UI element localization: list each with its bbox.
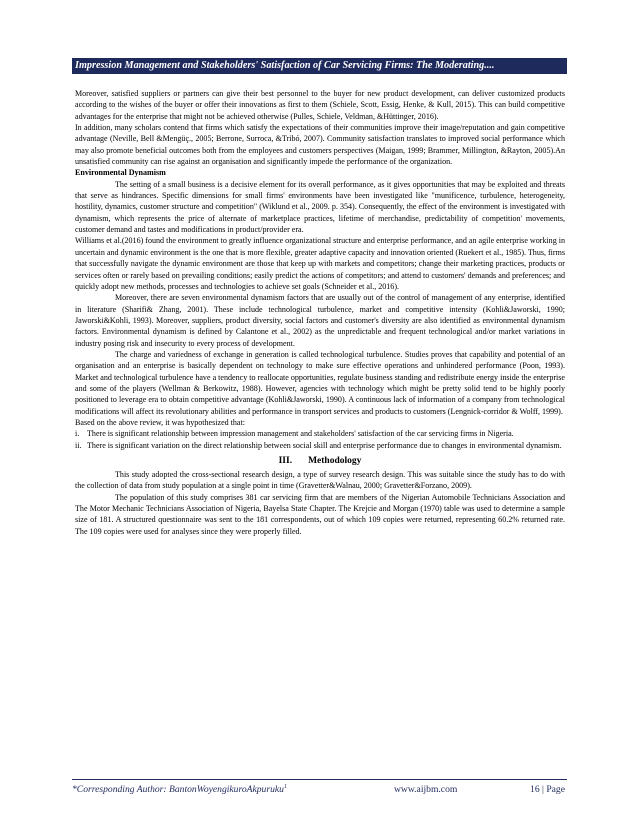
paragraph: The charge and variedness of exchange in generation is called technological turbulence. Studies proves that capability and potential of an organisation and an enterprise is basically dependent on technology to make sure effective operations and unhindered performance (Poon, 1993). Market and technological turbulence have a tendency to reallocate opportunities, regulate business standing and redistribute energy inside the enterprise and some of the players (Wellman & Berkowitz, 1988). However, agencies with technology which might be pretty solid tend to be highly poorly positioned to leverage era to obtain competitive advantage (Kohli&Jaworski, 1990). A continuous lack of information of a company from technological modifications will affect its revolutionary abilities and performance in transport services and products to customers (Lengnick-corridor & Wolff, 1999).: [75, 349, 565, 416]
subheading-environmental-dynamism: Environmental Dynamism: [75, 168, 166, 178]
paragraph: The setting of a small business is a decisive element for its overall performance, as it gives opportunities that may be exploited and threats that serve as hindrances. Specific dimensions for small firms' environments have been investigated like "munificence, turbulence, heterogeneity, hostility, dynamics, customer structure and competition" (Wiklund et al., 2009. p. 354). Consequently, the effect of the environment is investigated with dynamism, which represents the price of alternate of marketplace practices, lifetime of merchandise, predictability of competition' movements, customer demand and tastes and modifications in product/provider era.: [75, 179, 565, 235]
paragraph: Moreover, there are seven environmental dynamism factors that are usually out of the control of management of any enterprise, identified in literature (Sharifi& Zhang, 2001). These include technological turbulence, market and competitive intensity (Kohli&Jaworski, 1990; Jaworski&Kohli, 1993). Moreover, suppliers, product diversity, social factors and customer's diversity are also identified as environmental dynamism factors. Environmental dynamism is defined by Calantone et al., 2002) as the unpredictable and frequent technological and/or market variations in industry posing risk and insecurity to every process of development.: [75, 293, 565, 348]
hypothesis-number: i.: [75, 429, 80, 439]
paragraph: This study adopted the cross-sectional research design, a type of survey research design. This was suitable since the study has to do with the collection of data from study population at a single point in time (Gravetter&Walnau, 2000; Gravetter&Forzano, 2009).: [75, 470, 565, 491]
paragraph: In addition, many scholars contend that firms which satisfy the expectations of their communities improve their image/reputation and gain competitive advantage (Neville, Bell &Mengüç., 2005; Berrone, Surroca, &Tribó, 2007). Community satisfaction translates to improved social performance which may also promote beneficial outcomes both from the employees and customers perspectives (Maigan, 1999; Brammer, Millington, &Rayton, 2005).An unsatisfied community can rise against an organisation and significantly impede the performance of the organization.: [75, 123, 565, 167]
section-title: Methodology: [308, 456, 362, 466]
paragraph: Based on the above review, it was hypothesized that:: [75, 417, 245, 427]
hypothesis-item: [75, 440, 565, 451]
paragraph: Moreover, satisfied suppliers or partners can give their best personnel to the buyer for new product development, can deliver customized products according to the wishes of the buyer or offer their innovations as first to them (Schiele, Scott, Essig, Henke, & Kull, 2015). This can build competitive advantages for the enterprise that might not be achieved otherwise (Pulles, Schiele, Veldman, &Hüttinger, 2016).: [75, 89, 565, 121]
hypothesis-text: There is significant relationship between impression management and stakeholders' satisfaction of the car servicing firms in Nigeria.: [87, 429, 514, 439]
section-number: III.: [278, 456, 293, 466]
hypothesis-item: [75, 428, 565, 439]
hypothesis-number: ii.: [75, 440, 82, 450]
author-superscript: 1: [283, 783, 287, 790]
footer-divider: [72, 779, 567, 780]
corresponding-author: *Corresponding Author: BantonWoyengikuroAkpuruku$^1$: [72, 783, 287, 795]
running-header: [72, 58, 567, 74]
paragraph: The population of this study comprises 381 car servicing firm that are members of the Nigerian Automobile Technicians Association and The Motor Mechanic Technicians Association of Nigeria, Bayelsa State Chapter. The Krejcie and Morgan (1970) table was used to determine a sample size of 181. A structured questionnaire was sent to the 181 correspondents, out of which 109 copies were returned, representing 60.2% returned rate. The 109 copies were used for analyses since they were properly filled.: [75, 492, 565, 536]
paragraph: Williams et al.(2016) found the environment to greatly influence organizational structure and enterprise performance, and an agile enterprise working in uncertain and dynamic environment is the one that is more flexible, greater adaptive capacity and innovation oriented (Ruekert et al., 1985). Thus, firms that successfully navigate the dynamic environment are those that keep up with markets and competitors; change their marketing practices, products or services often or rarely based on prevailing conditions; easily predict the actions of competitors; and attend to customers' demands and preferences; and quickly adopt new methods, processes and technologies to achieve set goals (Schneider et al., 2016).: [75, 236, 565, 291]
page-number: 16 | Page: [530, 784, 565, 795]
running-title: Impression Management and Stakeholders' Satisfaction of Car Servicing Firms: The Moderating....: [75, 60, 495, 71]
article-body: [75, 88, 565, 537]
page-footer: [72, 782, 567, 798]
hypothesis-text: There is significant variation on the direct relationship between social skill and enterprise performance due to changes in environmental dynamism.: [87, 440, 562, 450]
journal-website-link[interactable]: www.aijbm.com: [394, 784, 458, 795]
section-heading-methodology: [75, 455, 565, 467]
